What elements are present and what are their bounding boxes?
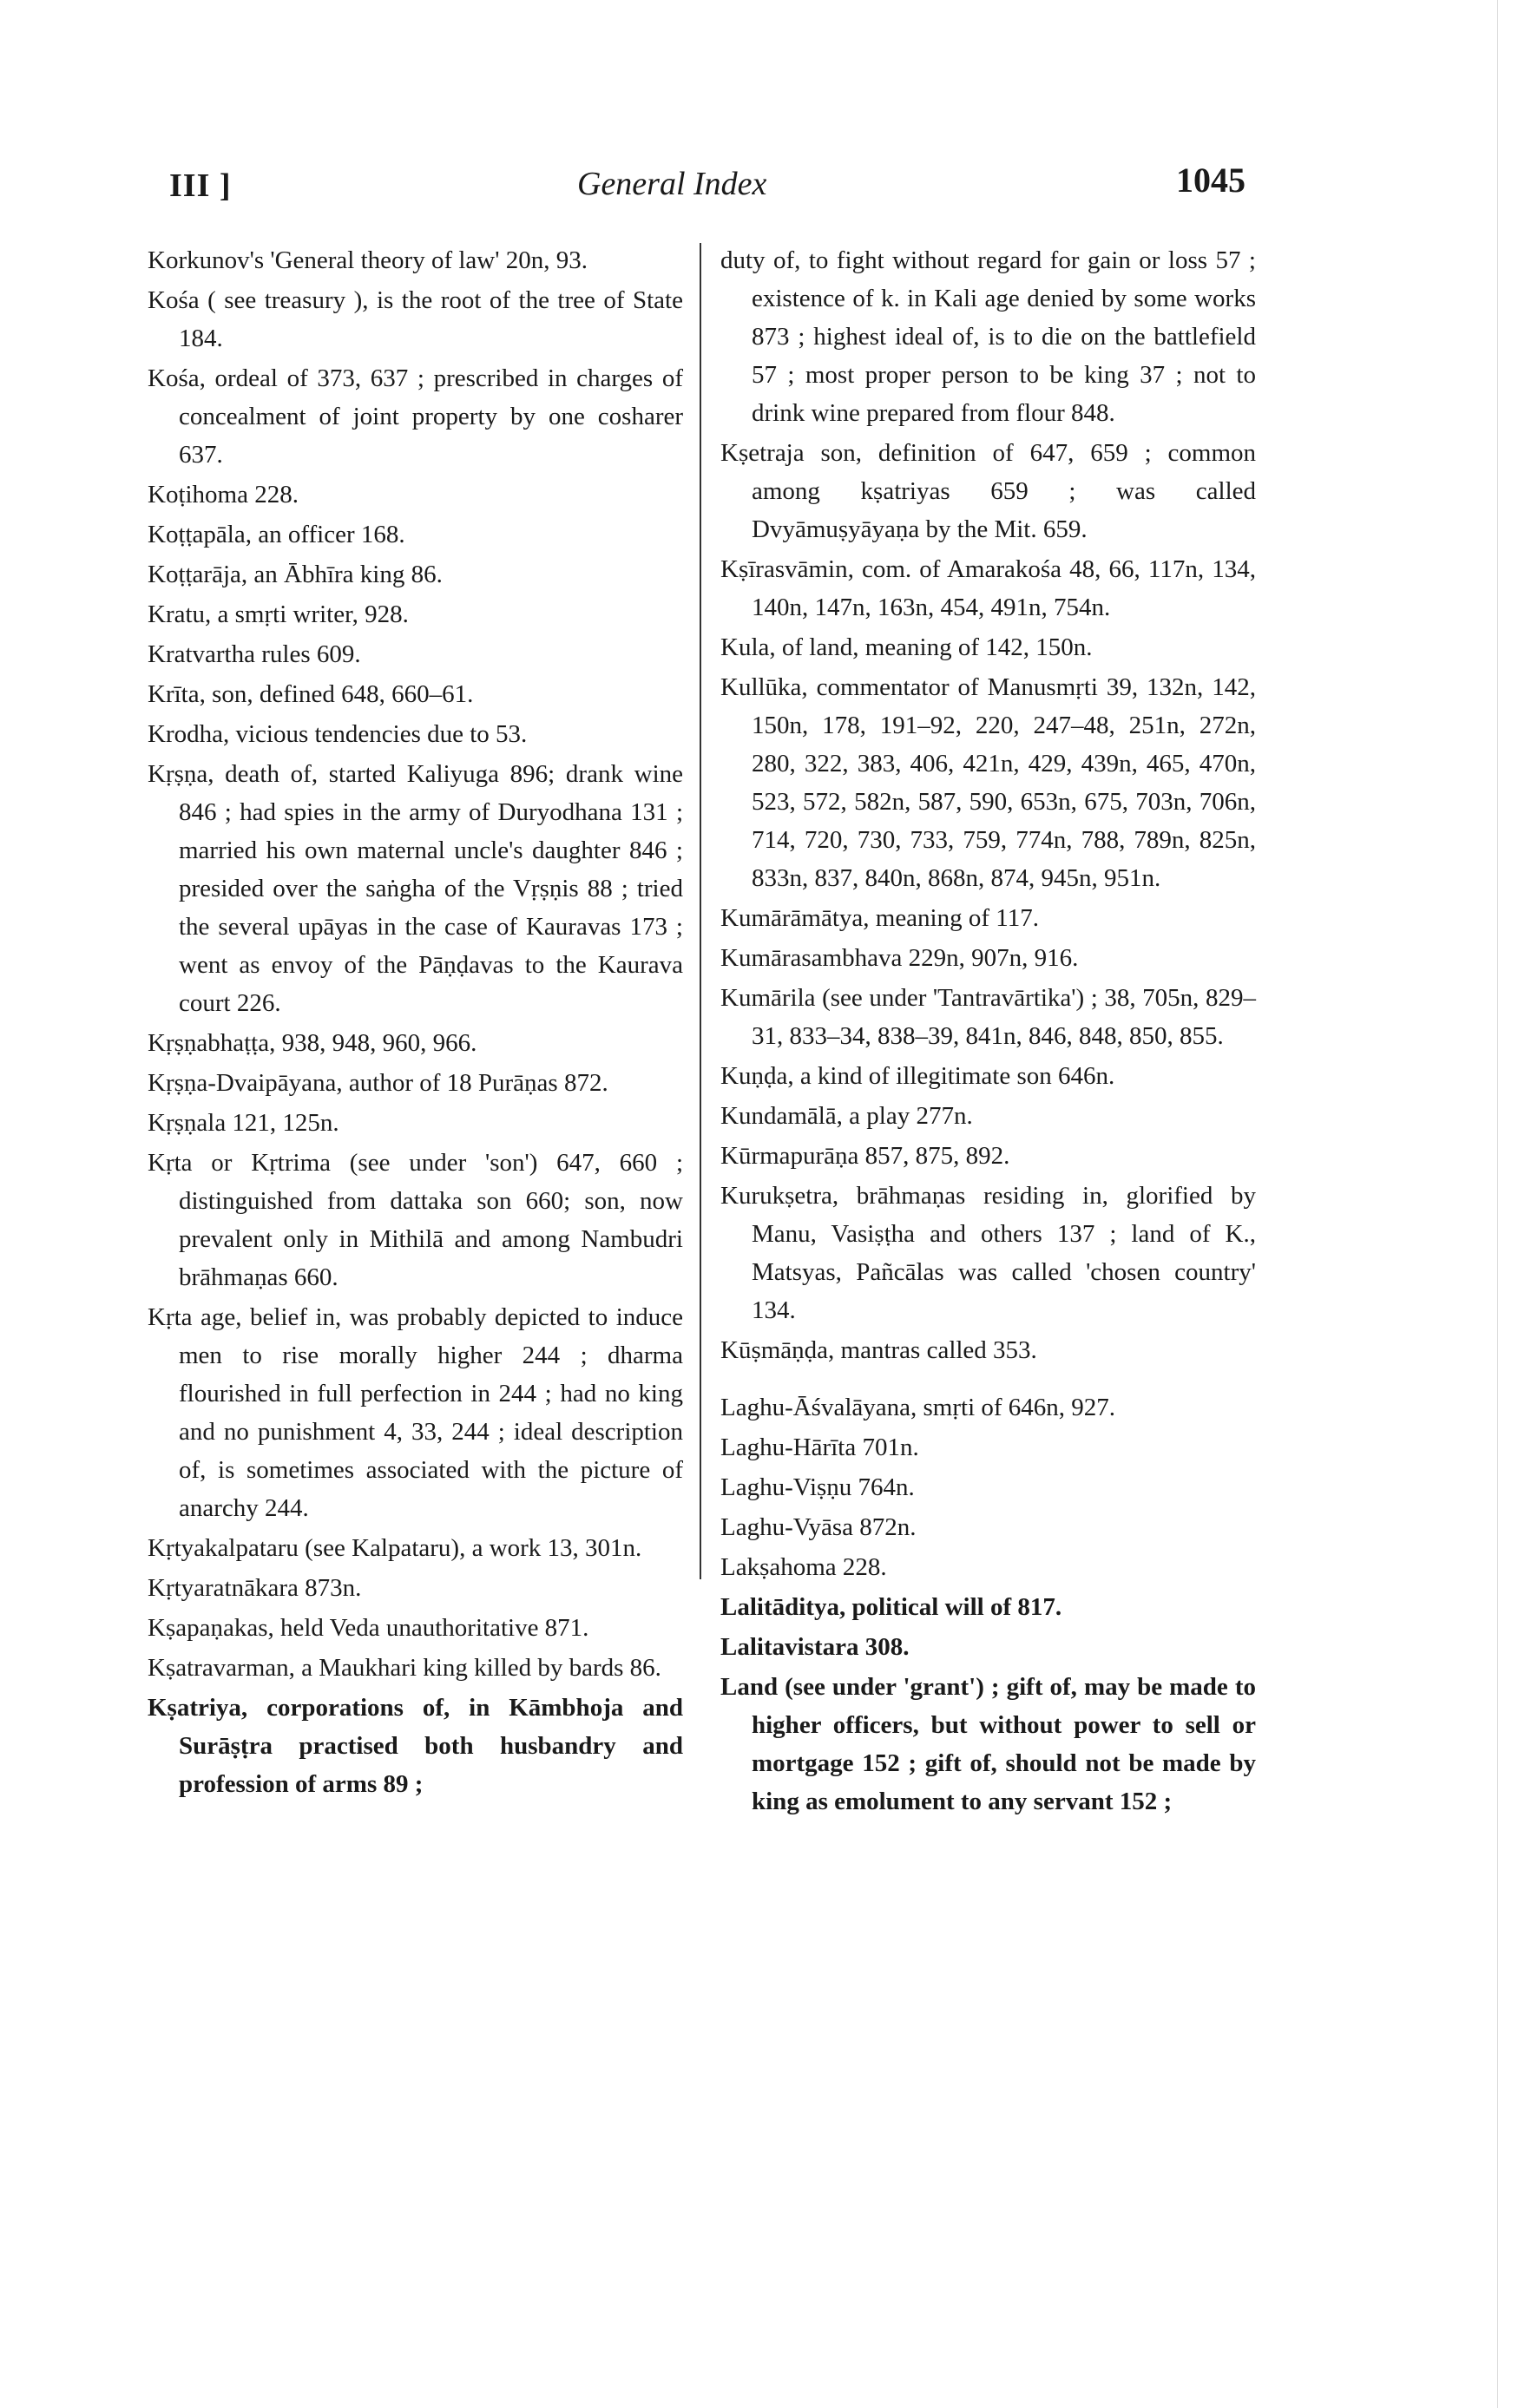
- index-entry: Koṭṭarāja, an Ābhīra king 86.: [148, 561, 443, 588]
- scan-edge-line: [1497, 0, 1498, 2408]
- index-entry: Kurukṣetra, brāhmaṇas residing in, glorified by Manu, Vasiṣṭha and others 137 ; land of K., Matsyas, Pañcālas was called 'chosen country' 134.: [720, 1182, 1256, 1324]
- index-entry: Kṛta age, belief in, was probably depicted to induce men to rise morally higher 244 ; dharma flourished in full perfection in 244 ; had no king and no punishment 4, 33, 244 ; ideal description of, is sometimes associated with the picture of anarchy 244.: [148, 1303, 683, 1522]
- running-head: [169, 156, 1246, 208]
- index-entry: Krodha, vicious tendencies due to 53.: [148, 720, 528, 748]
- index-entry: Kratu, a smṛti writer, 928.: [148, 600, 409, 628]
- index-entry: Kullūka, commentator of Manusmṛti 39, 132n, 142, 150n, 178, 191–92, 220, 247–48, 251n, 272n, 280, 322, 383, 406, 421n, 429, 439n, 465, 470n, 523, 572, 582n, 587, 590, 653n, 675, 703n, 706n, 714, 720, 730, 733, 759, 774n, 788, 789n, 825n, 833n, 837, 840n, 868n, 874, 945n, 951n.: [720, 673, 1256, 892]
- index-entry: Koṭihoma 228.: [148, 481, 299, 509]
- index-entry: Kuṇḍa, a kind of illegitimate son 646n.: [720, 1062, 1115, 1090]
- page-number: 1045: [1176, 161, 1246, 200]
- column-divider: [700, 243, 701, 1579]
- index-entry: Kumārasambhava 229n, 907n, 916.: [720, 944, 1079, 972]
- index-entry: Kundamālā, a play 277n.: [720, 1102, 973, 1130]
- index-entry: Kṣīrasvāmin, com. of Amarakośa 48, 66, 117n, 134, 140n, 147n, 163n, 454, 491n, 754n.: [720, 555, 1256, 621]
- index-entry: Lalitāditya, political will of 817.: [720, 1593, 1062, 1621]
- index-entry: Kṛṣṇa, death of, started Kaliyuga 896; drank wine 846 ; had spies in the army of Duryodhana 131 ; married his own maternal uncle's daughter 846 ; presided over the saṅgha of the Vṛṣṇis 88 ; tried the several upāyas in the case of Kauravas 173 ; went as envoy of the Pāṇḍavas to the Kaurava court 226.: [148, 760, 683, 1017]
- index-entry: Kula, of land, meaning of 142, 150n.: [720, 633, 1093, 661]
- index-entry: Kumārāmātya, meaning of 117.: [720, 904, 1039, 932]
- index-entry: Kośa ( see treasury ), is the root of the tree of State 184.: [148, 286, 683, 352]
- index-entry: Lakṣahoma 228.: [720, 1553, 887, 1581]
- index-entry: Kṣetraja son, definition of 647, 659 ; common among kṣatriyas 659 ; was called Dvyāmuṣyāyaṇa by the Mit. 659.: [720, 439, 1256, 543]
- index-entry: Koṭṭapāla, an officer 168.: [148, 521, 405, 548]
- index-entry: Kṛta or Kṛtrima (see under 'son') 647, 660 ; distinguished from dattaka son 660; son, now prevalent only in Mithilā and among Nambudri brāhmaṇas 660.: [148, 1149, 683, 1291]
- index-entry: Kṛṣṇala 121, 125n.: [148, 1109, 339, 1137]
- index-entry: Kṣatriya, corporations of, in Kāmbhoja and Surāṣṭra practised both husbandry and profession of arms 89 ;: [148, 1694, 683, 1798]
- index-entry: Laghu-Āśvalāyana, smṛti of 646n, 927.: [720, 1394, 1116, 1421]
- index-entry: Kṣatravarman, a Maukhari king killed by bards 86.: [148, 1654, 661, 1682]
- index-entry: Kṛṣṇa-Dvaipāyana, author of 18 Purāṇas 872.: [148, 1069, 608, 1097]
- index-entry: Kṛtyakalpataru (see Kalpataru), a work 13, 301n.: [148, 1534, 642, 1562]
- index-entry: Korkunov's 'General theory of law' 20n, 93.: [148, 246, 588, 274]
- index-entry: Land (see under 'grant') ; gift of, may be made to higher officers, but without power to sell or mortgage 152 ; gift of, should not be made by king as emolument to any servant 152 ;: [720, 1673, 1256, 1815]
- index-entry: Kṣapaṇakas, held Veda unauthoritative 871.: [148, 1614, 589, 1642]
- index-column-left: [148, 241, 683, 1805]
- page-title: General Index: [577, 166, 767, 202]
- index-entry: Kūrmapurāṇa 857, 875, 892.: [720, 1142, 1010, 1170]
- index-entry: Laghu-Hārīta 701n.: [720, 1434, 919, 1461]
- index-entry: Kośa, ordeal of 373, 637 ; prescribed in charges of concealment of joint property by one cosharer 637.: [148, 364, 683, 469]
- index-entry: Laghu-Viṣṇu 764n.: [720, 1473, 915, 1501]
- index-entry: Kumārila (see under 'Tantravārtika') ; 38, 705n, 829–31, 833–34, 838–39, 841n, 846, 848, 850, 855.: [720, 984, 1256, 1050]
- index-entry: Kratvartha rules 609.: [148, 640, 361, 668]
- index-entry: Laghu-Vyāsa 872n.: [720, 1513, 917, 1541]
- index-entry: Kṛtyaratnākara 873n.: [148, 1574, 362, 1602]
- index-entry: Lalitavistara 308.: [720, 1633, 910, 1661]
- index-column-right: [720, 241, 1256, 1822]
- index-entry: Kūṣmāṇḍa, mantras called 353.: [720, 1336, 1037, 1364]
- section-marker: III ]: [169, 167, 232, 204]
- index-entry: duty of, to fight without regard for gain or loss 57 ; existence of k. in Kali age denied by some works 873 ; highest ideal of, is to die on the battlefield 57 ; most proper person to be king 37 ; not to drink wine prepared from flour 848.: [720, 246, 1256, 427]
- index-entry: Kṛṣṇabhaṭṭa, 938, 948, 960, 966.: [148, 1029, 477, 1057]
- index-entry: Krīta, son, defined 648, 660–61.: [148, 680, 474, 708]
